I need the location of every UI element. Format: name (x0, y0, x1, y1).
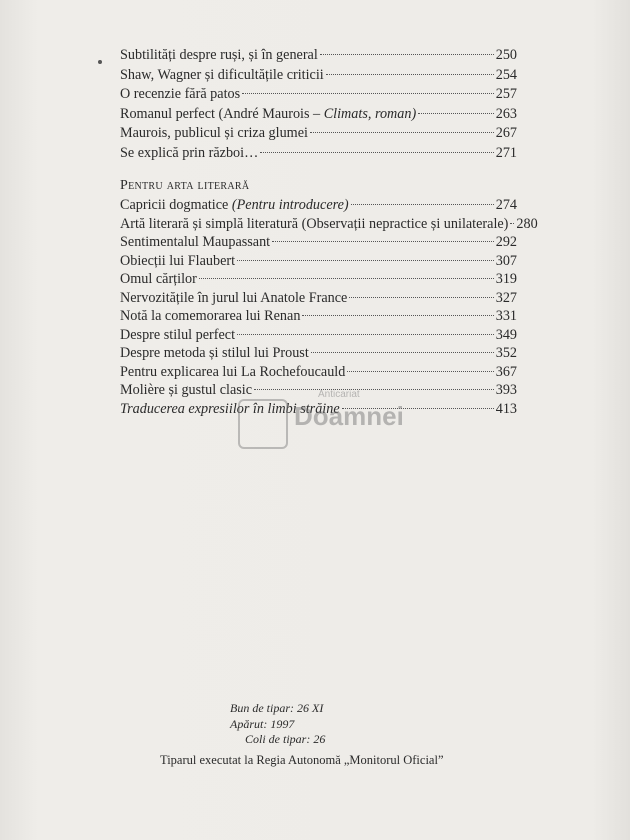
toc-entry-title (120, 84, 240, 104)
margin-mark (98, 60, 102, 64)
toc-entry (120, 104, 517, 124)
dot-leader (302, 315, 493, 316)
toc-entry (120, 232, 517, 252)
dot-leader (510, 223, 514, 224)
imprint-coli: Coli de tipar: 26 (245, 732, 326, 746)
toc-entry-page: 292 (495, 234, 517, 250)
toc-entry (120, 325, 517, 345)
dot-leader (237, 260, 494, 261)
toc-entry-title (120, 269, 197, 289)
toc-entry-title-italic: (Pentru introducere) (231, 197, 349, 213)
toc-entry (120, 45, 517, 65)
toc-entry-title (120, 380, 252, 400)
toc-entry-title-text: Notă la comemorarea lui Renan (120, 308, 301, 324)
toc-entry-title (120, 288, 347, 308)
dot-leader (320, 54, 494, 55)
toc-entry-page: 267 (495, 125, 517, 141)
toc-entry-title-text: Omul cărților (120, 271, 197, 287)
toc-entry-title-italic: Climats, roman) (323, 105, 417, 122)
toc-entry-page: 271 (495, 144, 517, 161)
toc-entry-page: 352 (495, 345, 517, 361)
toc-entry-title-text: O recenzie fără patos (120, 86, 241, 102)
toc-entry-title-text: Capricii dogmatice (120, 197, 232, 213)
toc-entry-page: 254 (495, 66, 517, 83)
toc-entry-title (120, 65, 324, 85)
toc-entry-page: 393 (495, 382, 517, 398)
toc-entry (120, 143, 517, 163)
toc-entry-title-text: Romanul perfect (André Maurois – (120, 105, 324, 122)
toc-entry (120, 123, 517, 143)
toc-entry-page: 319 (495, 271, 517, 287)
toc-entry-title-text: Molière și gustul clasic (120, 382, 252, 398)
toc-entry-title-text: Maurois, publicul și criza glumei (120, 125, 308, 141)
dot-leader (254, 389, 494, 390)
watermark-small-text: Anticariat (318, 389, 360, 400)
toc-entry-title (120, 343, 309, 363)
toc-entry-title (120, 232, 270, 252)
toc-entry (120, 306, 517, 326)
toc-entry (120, 251, 517, 271)
dot-leader (418, 113, 494, 114)
imprint-aparut: Apărut: 1997 (230, 717, 295, 731)
toc-entry-page: 327 (495, 289, 517, 306)
dot-leader (242, 93, 494, 94)
toc-entry-title (120, 123, 308, 143)
toc-entry-page: 280 (516, 215, 538, 232)
dot-leader (272, 241, 494, 242)
toc-entry-title-text: Sentimentalul Maupassant (120, 234, 271, 250)
toc-entry-title (120, 325, 235, 345)
toc-entry-title-text: Se explică prin război… (120, 144, 259, 161)
toc-entry-title (120, 306, 300, 326)
toc-entry-title-text: Shaw, Wagner și dificultățile criticii (120, 66, 324, 83)
toc-entry-title (120, 104, 416, 124)
book-icon (238, 399, 288, 449)
toc-entry-title (120, 195, 349, 215)
toc-entry-title-text: Artă literară și simplă literatură (Observații nepractice și unilaterale) (120, 215, 509, 232)
dot-leader (311, 352, 494, 353)
toc-entry-page: 263 (495, 105, 517, 122)
dot-leader (349, 297, 493, 298)
watermark-big-text: Doamnei (294, 401, 404, 431)
section-heading: Pentru arta literară (120, 178, 250, 193)
toc-entry-page: 367 (495, 363, 517, 380)
toc-entry-title-text: Pentru explicarea lui La Rochefoucauld (120, 363, 346, 380)
toc-entry-title (120, 214, 508, 234)
dot-leader (237, 334, 494, 335)
toc-entry-page: 331 (495, 308, 517, 324)
toc-entry-title (120, 251, 235, 271)
toc-entry-title-text: Despre stilul perfect (120, 326, 236, 343)
toc-entry (120, 288, 517, 308)
dot-leader (310, 132, 494, 133)
dot-leader (199, 278, 494, 279)
toc-entry-title-text: Subtilități despre ruși, și în general (120, 47, 318, 63)
toc-entry-page: 307 (495, 252, 517, 269)
watermark-logo (238, 389, 404, 455)
dot-leader (326, 74, 494, 75)
toc-entry (120, 269, 517, 289)
toc-entry (120, 362, 517, 382)
toc-entry-page: 274 (495, 197, 517, 213)
toc-entry-title-text: Nervozitățile în jurul lui Anatole France (120, 289, 348, 306)
toc-entry-page: 250 (495, 47, 517, 63)
toc-entry-title-italic: Traducerea expresiilor în limbi străine (120, 400, 340, 417)
toc-entry (120, 343, 517, 363)
toc-entry-title (120, 362, 345, 382)
toc-entry-page: 257 (495, 86, 517, 102)
dot-leader (351, 204, 494, 205)
toc-entry-page: 413 (495, 400, 517, 417)
toc-entry (120, 84, 517, 104)
printer-credit: Tiparul executat la Regia Autonomă „Monitorul Oficial” (160, 753, 444, 767)
toc-entry-page: 349 (495, 326, 517, 343)
toc-entry-title-text: Obiecții lui Flaubert (120, 252, 236, 269)
toc-entry (120, 214, 538, 234)
toc-entry (120, 65, 517, 85)
dot-leader (260, 152, 493, 153)
toc-entry (120, 195, 517, 215)
toc-entry-title (120, 45, 318, 65)
toc-entry-title-text: Despre metoda și stilul lui Proust (120, 345, 309, 361)
imprint-bun-de-tipar: Bun de tipar: 26 XI (230, 701, 324, 715)
dot-leader (347, 371, 493, 372)
toc-entry-title (120, 143, 258, 163)
